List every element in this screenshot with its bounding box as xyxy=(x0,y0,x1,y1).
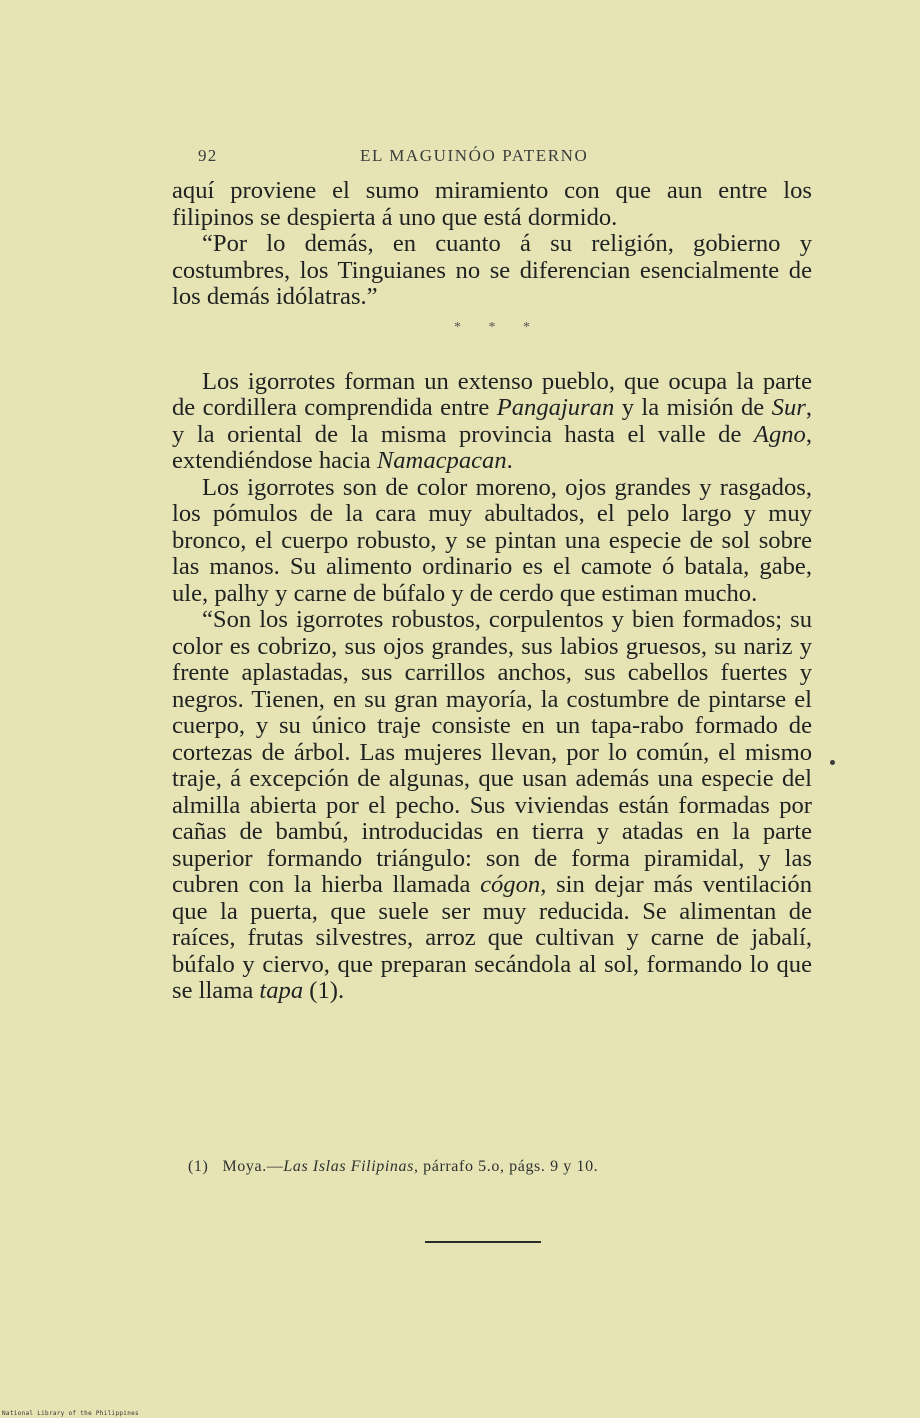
separator-asterisk: * xyxy=(454,319,461,335)
paragraph-1: aquí proviene el sumo miramiento con que aun entre los filipinos se despierta á uno que está dormido. xyxy=(172,177,812,231)
footnote-work-title: Las Islas Filipinas xyxy=(283,1158,414,1175)
library-credit: National Library of the Philippines xyxy=(2,1410,139,1417)
italic-place-name: Pangajuran xyxy=(496,394,615,421)
body-text xyxy=(172,178,812,1005)
page-number: 92 xyxy=(198,146,218,165)
paragraph-5 xyxy=(172,607,812,1005)
end-rule xyxy=(425,1241,541,1243)
italic-term: cógon xyxy=(480,871,541,898)
paragraph-4 xyxy=(172,475,812,608)
italic-place-name: Namacpacan xyxy=(376,447,507,474)
running-header xyxy=(172,146,812,170)
text-run: (1). xyxy=(303,977,345,1004)
text-run: Los igorrotes son de color moreno, ojos grandes y rasgados, los pómulos de la cara muy abultados, el pelo largo y muy bronco, el cuerpo robusto, y se pintan una especie de sol sobre las manos. Su alimento ordinario es el camote ó batala, gabe, ule, palhy y carne de búfalo y de cerdo que estiman mucho. xyxy=(172,473,812,607)
section-separator xyxy=(172,311,812,351)
text-run: , y la oriental de la misma provincia hasta el valle de xyxy=(172,394,812,448)
text-run: , sin dejar más ventilación que la puerta, que suele ser muy reducida. Se alimentan de raíces, frutas silvestres, arroz que cultivan y carne de jabalí, búfalo y ciervo, que preparan secándola al sol, formando lo que se llama xyxy=(172,871,812,1004)
ink-speck xyxy=(830,760,835,765)
text-run: . xyxy=(506,447,513,474)
footnote-author: Moya.— xyxy=(222,1158,284,1175)
separator-asterisk: * xyxy=(488,319,496,335)
italic-place-name: Sur xyxy=(771,394,806,421)
footnote-marker: (1) xyxy=(188,1158,209,1175)
footnote-reference: , párrafo 5.o, págs. 9 y 10. xyxy=(413,1158,599,1175)
paragraph-2: “Por lo demás, en cuanto á su religión, gobierno y costumbres, los Tinguianes no se diferencian esencialmente de los demás idólatras.” xyxy=(172,230,812,310)
text-run: Los igorrotes forman un extenso pueblo, que ocupa la parte de cordillera comprendida entre xyxy=(172,367,812,421)
italic-term: tapa xyxy=(259,977,304,1004)
text-run: , extendiéndose hacia xyxy=(172,420,812,474)
footnote xyxy=(188,1158,808,1176)
italic-place-name: Agno xyxy=(753,420,806,448)
separator-asterisk: * xyxy=(523,319,530,335)
text-run: y la misión de xyxy=(614,394,772,421)
paragraph-3 xyxy=(172,369,812,475)
running-title: EL MAGUINÓO PATERNO xyxy=(360,146,589,165)
text-run: “Son los igorrotes robustos, corpulentos y bien formados; su color es cobrizo, sus ojos grandes, sus labios gruesos, su nariz y frente aplastadas, sus carrillos anchos, sus cabellos fuertes y negros. Tienen, en su gran mayoría, la costumbre de pintarse el cuerpo, y su único traje consiste en un tapa-rabo formado de cortezas de árbol. Las mujeres llevan, por lo común, el mismo traje, á excepción de algunas, que usan además una especie del almilla abierta por el pecho. Sus viviendas están formadas por cañas de bambú, introducidas en tierra y atadas en la parte superior formando triángulo: son de forma piramidal, y las cubren con la hierba llamada xyxy=(172,606,812,898)
